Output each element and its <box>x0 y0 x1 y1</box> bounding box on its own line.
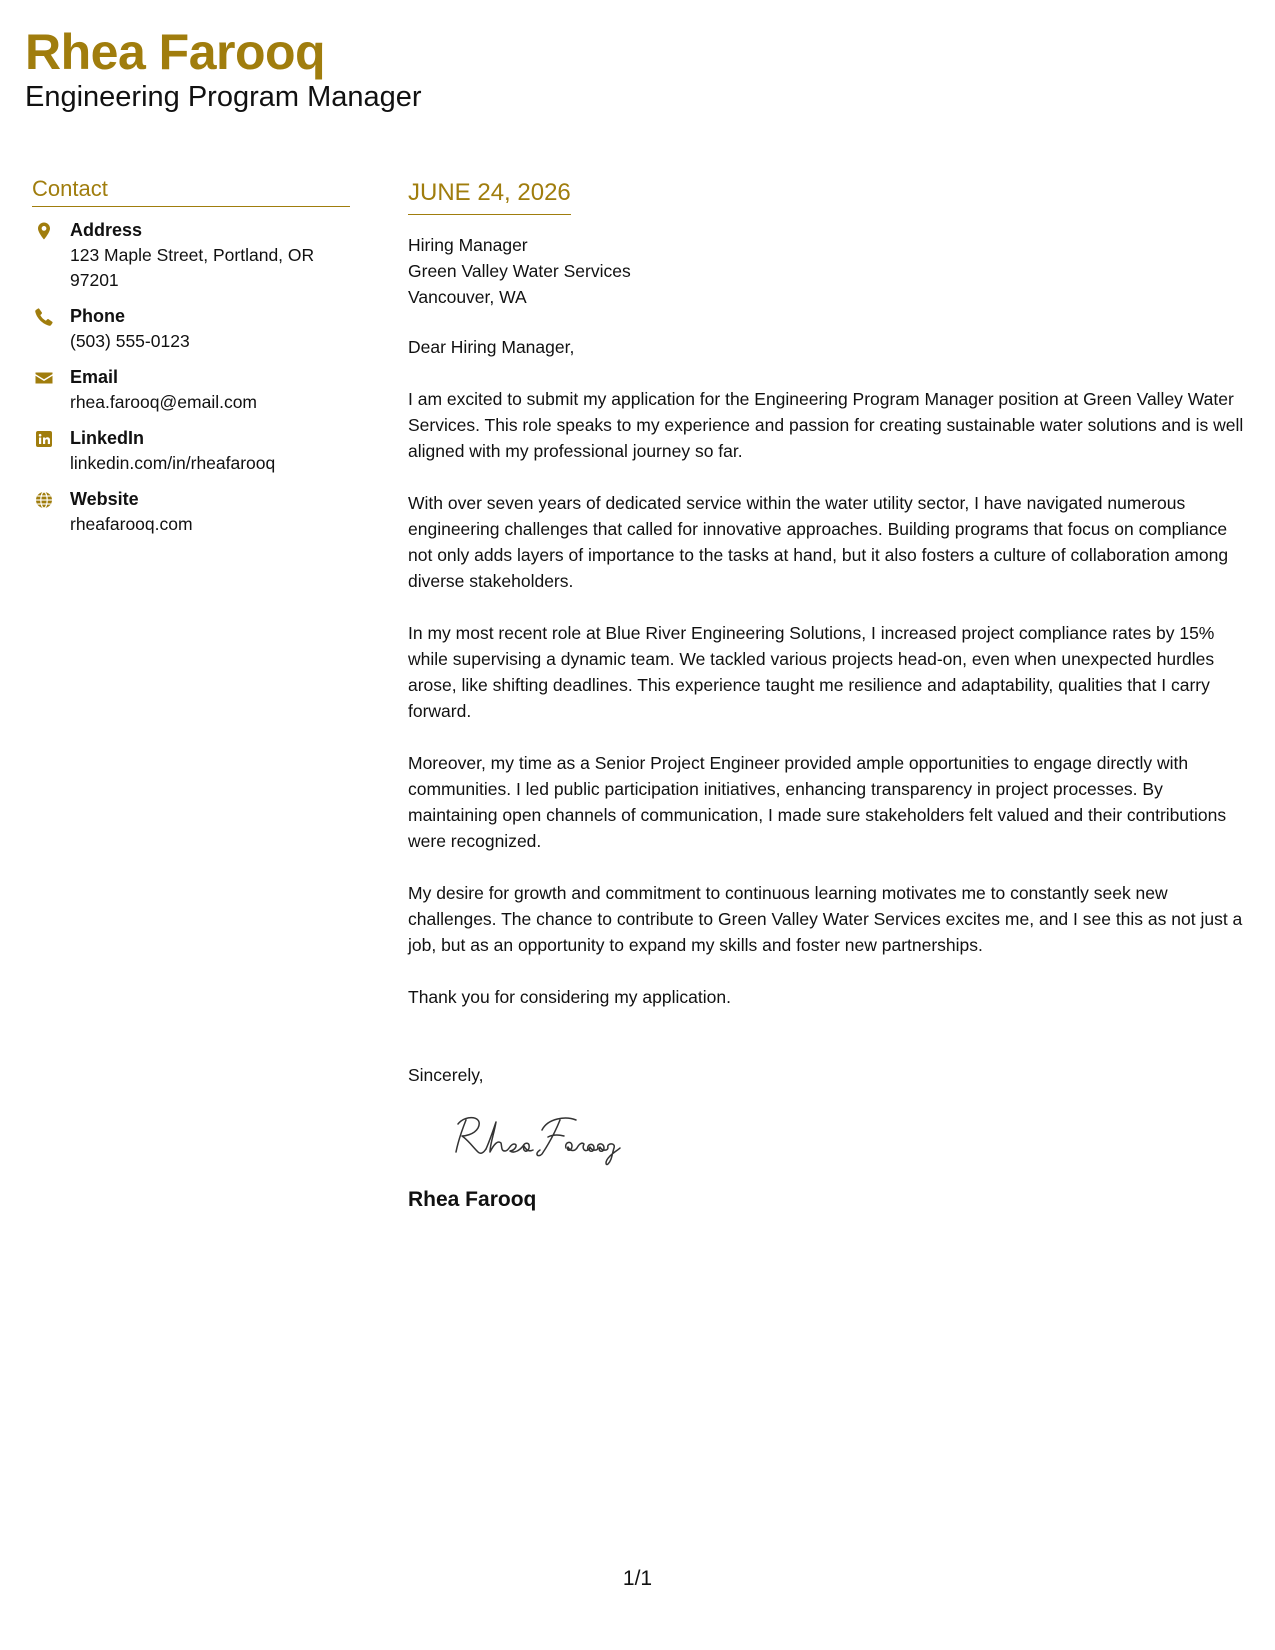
closing: Sincerely, <box>408 1065 484 1085</box>
contact-item-website <box>32 487 350 537</box>
contact-value: (503) 555-0123 <box>70 331 190 351</box>
signer-name: Rhea Farooq <box>408 1188 537 1211</box>
contact-value: 123 Maple Street, Portland, OR 97201 <box>70 245 315 290</box>
contact-item-email <box>32 365 350 415</box>
body-paragraph: I am excited to submit my application for the Engineering Program Manager position at Green Valley Water Services. This role speaks to my experience and passion for creating sustainable water solutions and is well aligned with my professional journey so far. <box>408 389 1244 461</box>
linkedin-icon <box>34 429 54 449</box>
map-pin-icon <box>34 221 54 241</box>
recipient-line: Vancouver, WA <box>408 287 527 307</box>
page-number: 1/1 <box>622 1567 653 1590</box>
letter-body <box>408 178 1253 1214</box>
thank-you-line: Thank you for considering my application. <box>408 987 731 1007</box>
contact-value: rhea.farooq@email.com <box>70 392 258 412</box>
applicant-title: Engineering Program Manager <box>25 81 422 113</box>
salutation: Dear Hiring Manager, <box>408 337 575 357</box>
body-paragraph: With over seven years of dedicated service within the water utility sector, I have navigated numerous engineering challenges that called for innovative approaches. Building programs that focus on compliance not only adds layers of importance to the tasks at hand, but it also fosters a culture of collaboration among diverse stakeholders. <box>408 493 1229 591</box>
body-paragraph: My desire for growth and commitment to continuous learning motivates me to constantly seek new challenges. The chance to contribute to Green Valley Water Services excites me, and I see this as not just a job, but as an opportunity to expand my skills and foster new partnerships. <box>408 883 1243 955</box>
letter-date: JUNE 24, 2026 <box>408 179 571 206</box>
recipient-block <box>408 232 1253 310</box>
letter-header <box>25 22 422 114</box>
letter-date-container <box>408 178 571 215</box>
contact-label: Phone <box>70 306 126 326</box>
applicant-name: Rhea Farooq <box>25 24 326 80</box>
contact-sidebar <box>32 175 350 537</box>
contact-label: Email <box>70 367 119 387</box>
phone-icon <box>34 307 54 327</box>
contact-label: Website <box>70 489 139 509</box>
body-paragraph: Moreover, my time as a Senior Project Engineer provided ample opportunities to engage directly with communities. I led public participation initiatives, enhancing transparency in project processes. By maintaining open channels of communication, I made sure stakeholders felt valued and their contributions were recognized. <box>408 753 1227 851</box>
body-paragraph: In my most recent role at Blue River Engineering Solutions, I increased project compliance rates by 15% while supervising a dynamic team. We tackled various projects head-on, even when unexpected hurdles arose, like shifting deadlines. This experience taught me resilience and adaptability, qualities that I carry forward. <box>408 623 1215 721</box>
contact-item-phone <box>32 304 350 354</box>
globe-icon <box>34 490 54 510</box>
contact-item-address <box>32 218 350 293</box>
recipient-line: Hiring Manager <box>408 235 528 255</box>
contact-value: rheafarooq.com <box>70 514 193 534</box>
recipient-line: Green Valley Water Services <box>408 261 631 281</box>
contact-label: Address <box>70 220 143 240</box>
contact-item-linkedin <box>32 426 350 476</box>
contact-value: linkedin.com/in/rheafarooq <box>70 453 276 473</box>
handwritten-signature <box>444 1106 644 1166</box>
contact-label: LinkedIn <box>70 428 145 448</box>
envelope-icon <box>34 368 54 388</box>
contact-heading: Contact <box>32 175 350 207</box>
